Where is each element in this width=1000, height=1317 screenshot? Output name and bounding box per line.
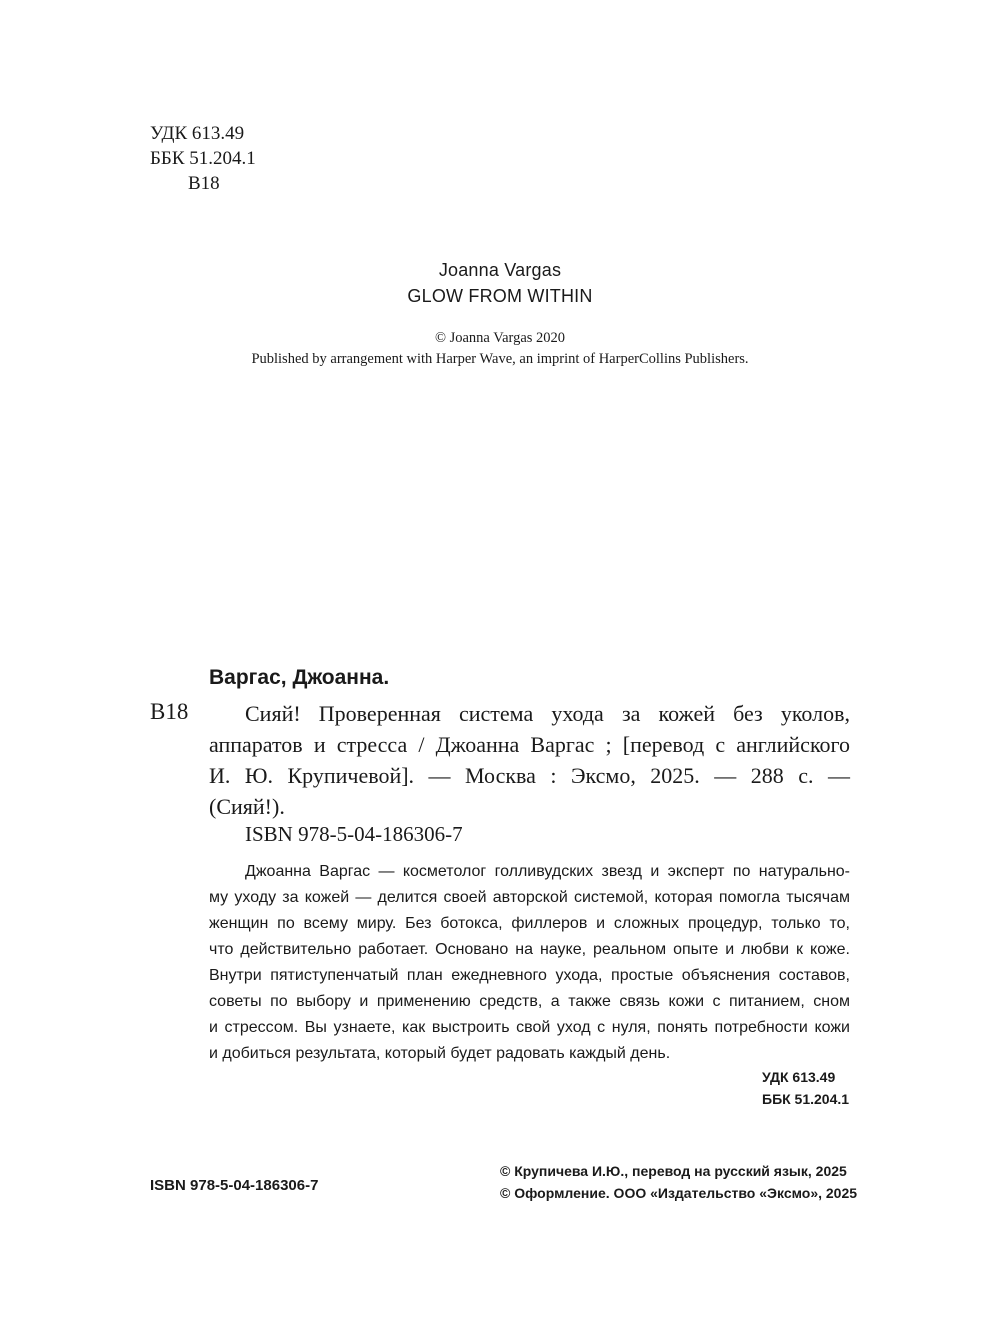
publication-arrangement: Published by arrangement with Harper Wave, an imprint of HarperCollins Publishers. xyxy=(251,351,749,367)
bbk-code-top: ББК 51.204.1 xyxy=(150,148,256,169)
bib-description xyxy=(209,698,850,822)
bib-description-line: (Сияй!). xyxy=(209,794,285,819)
annotation-line: Джоанна Варгас — косметолог голливудских звезд и эксперт по натурально- xyxy=(245,863,850,880)
bib-bbk: ББК 51.204.1 xyxy=(762,1091,850,1107)
annotation-line: му уходу за кожей — делится своей авторской системой, которая помогла тысячам xyxy=(209,889,850,906)
bib-isbn: ISBN 978-5-04-186306-7 xyxy=(245,822,463,846)
design-copyright: © Оформление. ООО «Издательство «Эксмо», 2025 xyxy=(500,1185,858,1201)
author-mark-top: В18 xyxy=(188,173,220,194)
udk-code-top: УДК 613.49 xyxy=(150,123,245,144)
annotation-line: Внутри пятиступенчатый план ежедневного ухода, простые объяснения составов, xyxy=(209,967,850,984)
bib-description-line: И. Ю. Крупичевой]. — Москва : Эксмо, 2025. — 288 с. — xyxy=(209,763,850,788)
original-copyright: © Joanna Vargas 2020 xyxy=(434,330,566,346)
annotation-line: женщин по всему миру. Без ботокса, филлеров и сложных процедур, только то, xyxy=(209,915,850,932)
bib-author-heading: Варгас, Джоанна. xyxy=(209,666,390,689)
bib-description-line: аппаратов и стресса / Джоанна Варгас ; [перевод с английского xyxy=(209,732,850,757)
bib-author-mark: В18 xyxy=(150,699,189,724)
translation-copyright: © Крупичева И.Ю., перевод на русский язык, 2025 xyxy=(500,1163,847,1179)
bib-udk: УДК 613.49 xyxy=(762,1069,836,1085)
bib-description-line: Сияй! Проверенная система ухода за кожей без уколов, xyxy=(245,701,850,726)
annotation-line: и добиться результата, который будет радовать каждый день. xyxy=(209,1045,671,1062)
annotation-line: советы по выбору и применению средств, а также связь кожи с питанием, сном xyxy=(209,993,850,1010)
original-author: Joanna Vargas xyxy=(438,260,562,280)
annotation-line: что действительно работает. Основано на науке, реальном опыте и любви к коже. xyxy=(209,941,850,958)
annotation xyxy=(209,859,850,1067)
annotation-line: и стрессом. Вы узнаете, как выстроить свой уход с нуля, понять потребности кожи xyxy=(209,1019,850,1036)
original-title: GLOW FROM WITHIN xyxy=(407,286,593,306)
footer-isbn: ISBN 978-5-04-186306-7 xyxy=(150,1177,319,1194)
